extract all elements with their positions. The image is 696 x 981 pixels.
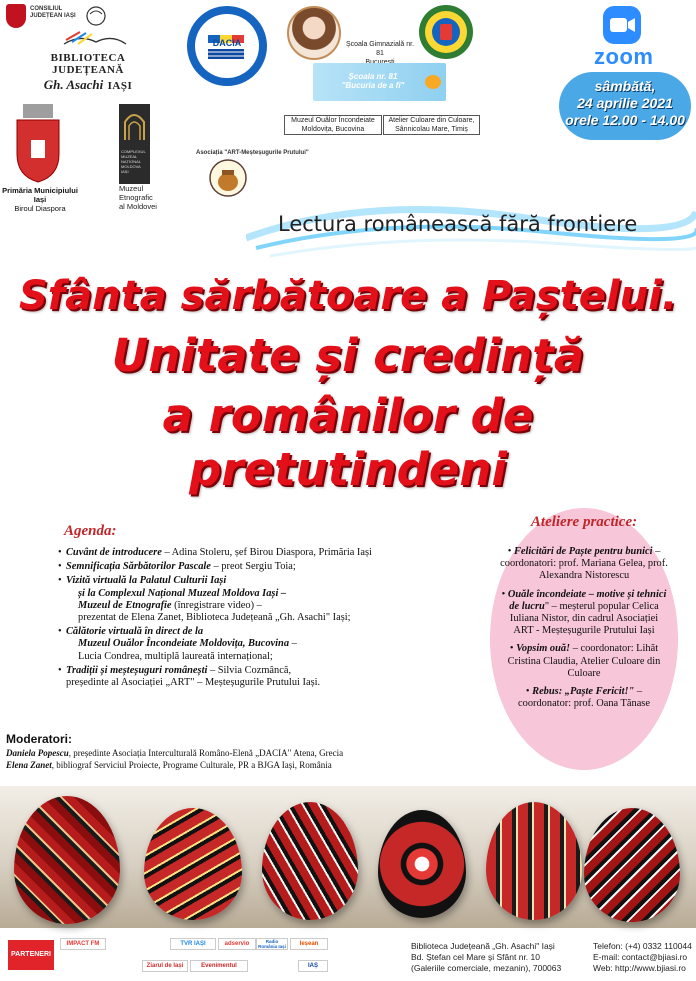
painted-egg-icon bbox=[486, 802, 582, 920]
ateliere-heading: Ateliere practice: bbox=[530, 514, 638, 530]
consiliu-crest-icon bbox=[6, 4, 26, 28]
painted-egg-icon bbox=[378, 810, 466, 918]
ateliere-list bbox=[500, 546, 668, 716]
atelier-item: • Rebus: „Paște Fericit!" – coordonator: prof. Oana Tănase bbox=[518, 686, 650, 710]
banner-title: Lectura românească fără frontiere bbox=[278, 212, 638, 236]
dacia-bottom-text: GRECIA bbox=[215, 71, 239, 77]
agenda-item: • Călătorie virtuală în direct de la Muzeul Ouălor Încondeiate Moldovița, Bucovina – Lucia Condrea, multiplă laureată internațional; bbox=[58, 626, 488, 663]
partner-logo: Evenimentul bbox=[190, 960, 248, 972]
scoala-label: Școala Gimnazială nr. 81 bbox=[345, 40, 415, 67]
partner-logo: Ziarul de Iași bbox=[142, 960, 188, 972]
event-date-text: sâmbătă, 24 aprilie 2021 orele 12.00 - 14.00 bbox=[565, 78, 685, 128]
title-line-3: a românilor de pretutindeni bbox=[162, 389, 534, 496]
iasi-coat-of-arms-icon bbox=[13, 104, 63, 184]
library-name: BIBLIOTECA JUDEȚEANĂ Gh. Asachi IAȘI bbox=[43, 52, 133, 92]
agenda-heading: Agenda: bbox=[64, 523, 117, 539]
romanian-school-logo bbox=[418, 4, 474, 60]
painted-egg-icon bbox=[14, 796, 120, 924]
painted-egg-icon bbox=[144, 808, 242, 920]
partner-logo: IAȘ bbox=[298, 960, 328, 972]
agenda-item: • Semnificația Sărbătorilor Pascale – preot Sergiu Toia; bbox=[58, 561, 488, 573]
portrait-logo bbox=[287, 6, 341, 60]
scoala-banner: Școala nr. 81 "Bucuria de a fi" bbox=[313, 63, 446, 101]
primaria-label: Primăria Municipiului Iași Biroul Diaspora bbox=[2, 186, 78, 213]
painted-eggs-photo bbox=[0, 786, 696, 928]
partners-label: PARTENERI bbox=[8, 940, 54, 970]
moderator-line: Daniela Popescu, președinte Asociația Interculturală Româno-Elenă „DACIA" Atena, Grecia bbox=[6, 748, 344, 758]
goldfish-icon bbox=[425, 75, 441, 89]
dacia-center-text: DACIA bbox=[212, 38, 242, 48]
atelier-item: • Ouăle încondeiate – motive și tehnici de lucru" – meșterul popular Celica Iuliana Nistor, din cadrul Asociației ART - Meșteșugurile Prutului Iași bbox=[501, 588, 667, 637]
agenda-list bbox=[58, 547, 488, 691]
complex-muzeal-logo: COMPLEXUL MUZEAL NAȚIONAL MOLDOVA IAȘI bbox=[119, 104, 150, 184]
footer-address: Biblioteca Județeană „Gh. Asachi" Iași Bd. Ștefan cel Mare și Sfânt nr. 10 (Galeriile comerciale, mezanin), 700063 bbox=[411, 941, 562, 973]
painted-egg-icon bbox=[262, 802, 358, 920]
footer-contact: Telefon: (+4) 0332 110044 E-mail: contact@bjiasi.ro Web: http://www.bjiasi.ro bbox=[593, 941, 692, 973]
title-line-1: Sfânta sărbătoare a Paștelui. bbox=[18, 273, 678, 319]
library-book-icon bbox=[58, 4, 128, 48]
partner-logo: Ieșean bbox=[290, 938, 328, 950]
atelier-item: • Felicitări de Paște pentru bunici – coordonatori: prof. Mariana Gelea, prof. Alexandra Nistorescu bbox=[500, 546, 668, 582]
muzeu-etnografic-label: Muzeul Etnografic al Moldovei bbox=[119, 184, 157, 211]
art-association-label: Asociația "ART-Meșteșugurile Prutului" bbox=[196, 150, 309, 156]
agenda-item: • Tradiții și meșteșuguri românești – Silvia Cozmâncă, președinte al Asociației „ART" – Meșteșugurile Prutului Iași. bbox=[58, 665, 488, 689]
moderator-line: Elena Zanet, bibliograf Serviciul Proiecte, Programe Culturale, PR a BJGA Iași, România bbox=[6, 760, 332, 770]
partner-logo: IMPACT FM bbox=[60, 938, 106, 950]
title-line-2: Unitate și credință bbox=[111, 329, 585, 382]
partner-logo: TVR IAȘI bbox=[170, 938, 216, 950]
atelier-item: • Vopsim ouă! – coordonator: Lihăt Cristina Claudia, Atelier Culoare din Culoare bbox=[507, 643, 661, 679]
partner-logo: adservio bbox=[218, 938, 256, 950]
zoom-wordmark: zoom bbox=[594, 44, 654, 69]
museum-arch-icon bbox=[119, 104, 150, 144]
agenda-item: • Vizită virtuală la Palatul Culturii Iași și la Complexul Național Muzeal Moldova Iași – Muzeul de Etnografie (înregistrare video) – prezentat de Elena Zanet, Biblioteca Județeană „Gh. Asachi" Iași; bbox=[58, 575, 488, 624]
moderatori-heading: Moderatori: bbox=[6, 732, 72, 746]
zoom-app-icon bbox=[603, 6, 641, 44]
partner-logos bbox=[58, 936, 333, 976]
consiliu-label: CONSILIUL JUDEȚEAN IAȘI bbox=[30, 6, 76, 19]
partner-logo: Radio România Iași bbox=[256, 938, 288, 950]
painted-egg-icon bbox=[584, 808, 680, 922]
atelier-culoare-label: Atelier Culoare din Culoare, Sânnicolau Mare, Timiș bbox=[383, 115, 480, 135]
agenda-item: • Cuvânt de introducere – Adina Stoleru, șef Birou Diaspora, Primăria Iași bbox=[58, 547, 488, 559]
muzeul-oualor-label: Muzeul Ouălor Încondeiate Moldovița, Bucovina bbox=[284, 115, 382, 135]
